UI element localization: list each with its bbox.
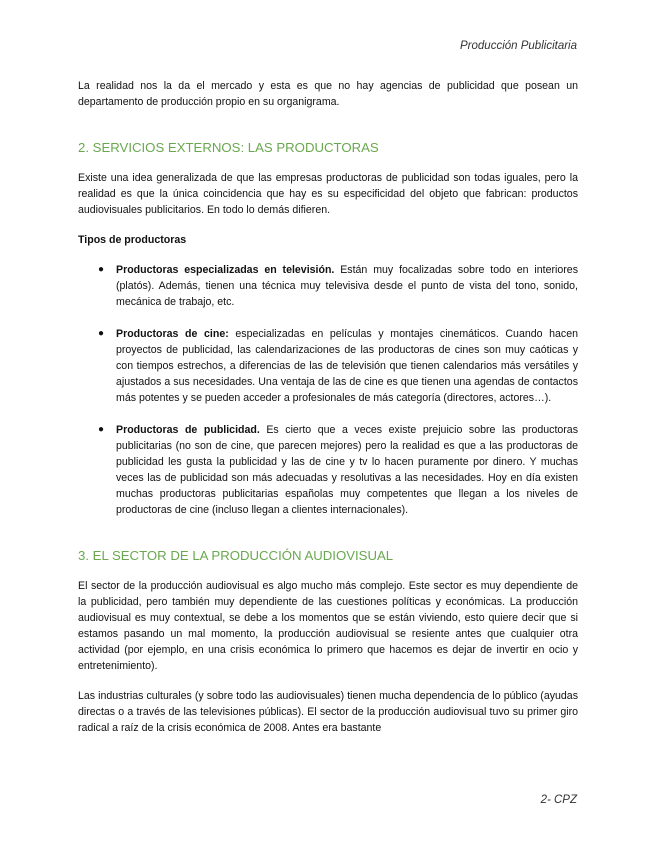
page-footer: 2- CPZ [540, 794, 577, 806]
list-item-text: especializadas en películas y montajes cinemáticos. Cuando hacen proyectos de publicidad, las calendarizaciones de las productoras de cines son muy caóticas y con tiempos estrechos, a diferencias de las de televisión que tienen calendarios más versátiles y ajustados a sus necesidades. Una ventaja de las de cine es que tienen una agendas de contactos más potentes y se pueden acceder a profesionales de más categoría (directores, actores…). [116, 328, 579, 404]
section-3-paragraph-2: Las industrias culturales (y sobre todo las audiovisuales) tienen mucha dependencia de lo público (ayudas directas o a través de las televisiones públicas). El sector de la producción audiovisual tuvo su primer giro radical a raíz de la crisis económica de 2008. Antes era bastante [78, 690, 578, 734]
section-3-paragraph-1: El sector de la producción audiovisual es algo mucho más complejo. Este sector es muy dependiente de la publicidad, pero también muy dependiente de las cuestiones políticas y económicas. La producción audiovisual es muy contextual, se debe a los momentos que se están viviendo, esto quiere decir que si estamos pasando un mal momento, la producción audiovisual se resiente antes que cualquier otra actividad (por ejemplo, en una crisis económica lo primero que hacemos es dejar de invertir en ocio y entretenimiento). [78, 580, 578, 672]
bullet-icon: ● [98, 264, 105, 275]
intro-paragraph: La realidad nos la da el mercado y esta es que no hay agencias de publicidad que posean un departamento de producción propio en su organigrama. [78, 80, 578, 108]
list-item-text: Están muy focalizadas sobre todo en interiores (platós). Además, tienen una técnica muy televisiva desde el punto de vista del tono, sonido, mecánica de trabajo, etc. [116, 264, 578, 308]
list-item-advertising-producers [78, 422, 578, 518]
list-item-title: Productoras de publicidad. [116, 424, 260, 436]
section-3-heading: 3. EL SECTOR DE LA PRODUCCIÓN AUDIOVISUAL [78, 548, 394, 563]
list-item-title: Productoras especializadas en televisión. [116, 264, 335, 276]
page-content [78, 78, 578, 736]
list-item-tv-producers [78, 262, 578, 310]
list-item-text: Es cierto que a veces existe prejuicio sobre las productoras publicitarias (no son de cine, que parecen mejores) pero la realidad es que a las productoras de publicidad les gusta la publicidad y las de cine y tv lo hacen puramente por dinero. Y muchas veces las de publicidad son más adecuadas y resolutivas a las necesidades. Hoy en día existen muchas productoras publicitarias españolas muy competentes que llegan a los niveles de productoras de cine (incluso llegan a clientes internacionales). [116, 424, 578, 516]
section-2-heading: 2. SERVICIOS EXTERNOS: LAS PRODUCTORAS [78, 140, 379, 155]
list-item-title: Productoras de cine: [116, 328, 229, 340]
page-header: Producción Publicitaria [460, 40, 577, 52]
bullet-icon: ● [98, 328, 105, 339]
section-2-paragraph: Existe una idea generalizada de que las empresas productoras de publicidad son todas iguales, pero la realidad es que la única coincidencia que hay es su especificidad del objeto que fabrican: productos audiovisuales publicitarios. En todo lo demás difieren. [78, 172, 578, 216]
producer-types-subheading: Tipos de productoras [78, 234, 187, 246]
producer-types-list [78, 262, 578, 518]
list-item-cinema-producers [78, 326, 578, 406]
bullet-icon: ● [98, 424, 105, 435]
